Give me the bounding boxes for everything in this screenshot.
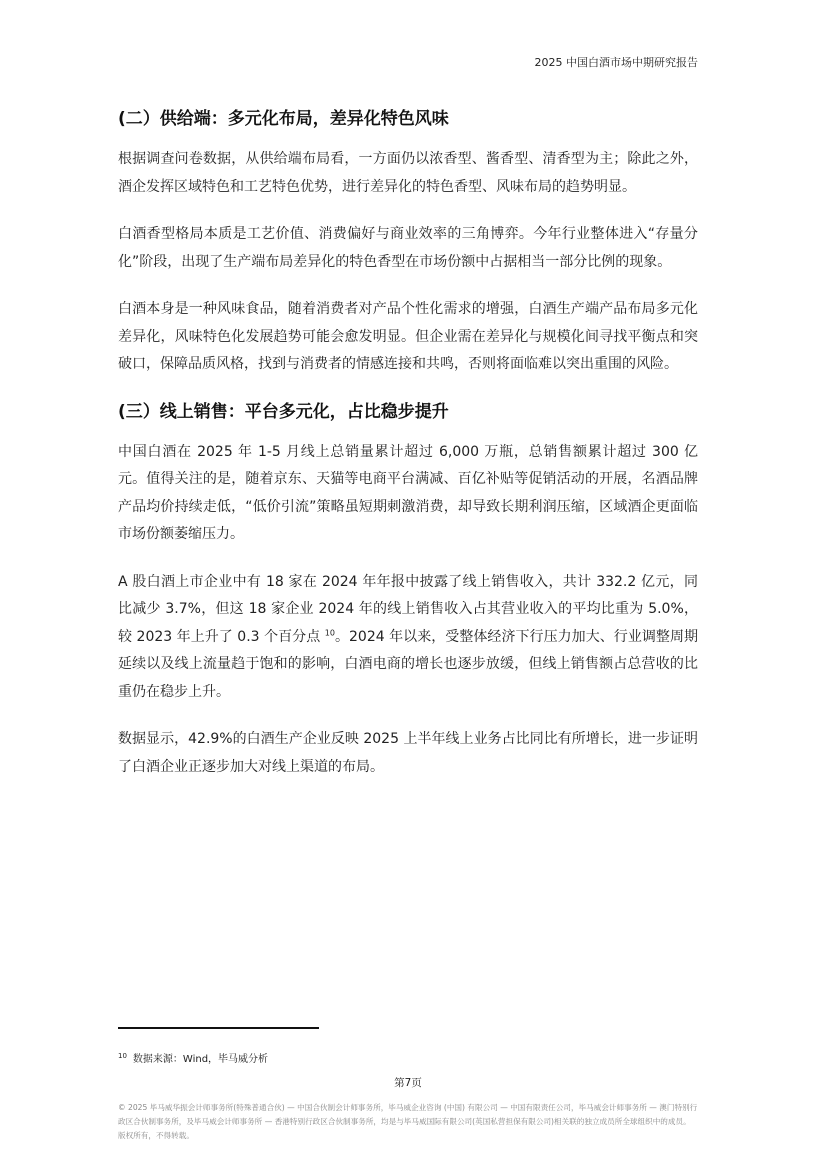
footnote-divider [118, 1027, 319, 1029]
page-number: 第7页 [394, 1077, 422, 1089]
legal-disclaimer: © 2025 毕马威华振会计师事务所(特殊普通合伙) — 中国合伙制会计师事务所，毕马威企业咨询 (中国) 有限公司 — 中国有限责任公司，毕马威会计师事务所 — 澳门特别行政区合伙制事务所，及毕马威会计师事务所 — 香港特别行政区合伙制事务所，均是与毕马威国际有限公司(英国私营担保有限公司)相关联的独立成员所全球组织中的成员。版权所有，不得转载。 [118, 1103, 698, 1140]
section-3-heading: (三）线上销售：平台多元化，占比稳步提升 [118, 401, 449, 422]
section-2-paragraph-1: 根据调查问卷数据，从供给端布局看，一方面仍以浓香型、酱香型、清香型为主；除此之外，酒企发挥区域特色和工艺特色优势，进行差异化的特色香型、风味布局的趋势明显。 [118, 151, 698, 195]
footnote-number: 10 [118, 1051, 127, 1060]
footnote-text: 数据来源：Wind，毕马威分析 [132, 1054, 269, 1065]
paragraph-text-continued: 。2024 年以来，受整体经济下行压力加大、行业调整周期延续以及线上流量趋于饱和的影响，白酒电商的增长也逐步放缓，但线上销售额占总营收的比重仍在稳步上升。 [118, 628, 698, 700]
footnote-reference: 10 [324, 627, 335, 637]
section-3-paragraph-3: 数据显示，42.9%的白酒生产企业反映 2025 上半年线上业务占比同比有所增长，进一步证明了白酒企业正逐步加大对线上渠道的布局。 [118, 731, 698, 775]
section-3-paragraph-2 [118, 569, 698, 707]
main-content [118, 106, 698, 801]
section-3-paragraph-1: 中国白酒在 2025 年 1-5 月线上总销量累计超过 6,000 万瓶，总销售额累计超过 300 亿元。值得关注的是，随着京东、天猫等电商平台满减、百亿补贴等促销活动的开展，名酒品牌产品均价持续走低，“低价引流”策略虽短期刺激消费，却导致长期利润压缩，区域酒企更面临市场份额萎缩压力。 [118, 443, 698, 542]
footnote [118, 1050, 268, 1065]
section-2-paragraph-3: 白酒本身是一种风味食品，随着消费者对产品个性化需求的增强，白酒生产端产品布局多元化差异化，风味特色化发展趋势可能会愈发明显。但企业需在差异化与规模化间寻找平衡点和突破口，保障品质风格，找到与消费者的情感连接和共鸣，否则将面临难以突出重围的风险。 [118, 301, 698, 372]
paragraph-text: A 股白酒上市企业中有 18 家在 2024 年年报中披露了线上销售收入，共计 332.2 亿元，同比减少 3.7%，但这 18 家企业 2024 年的线上销售收入占其营业收入的平均比重为 5.0%，较 2023 年上升了 0.3 个百分点 [118, 573, 698, 645]
report-header-title: 2025 中国白酒市场中期研究报告 [534, 56, 698, 69]
section-2-heading: (二）供给端：多元化布局，差异化特色风味 [118, 109, 449, 129]
section-2-paragraph-2: 白酒香型格局本质是工艺价值、消费偏好与商业效率的三角博弈。今年行业整体进入“存量分化”阶段，出现了生产端布局差异化的特色香型在市场份额中占据相当一部分比例的现象。 [118, 226, 698, 270]
